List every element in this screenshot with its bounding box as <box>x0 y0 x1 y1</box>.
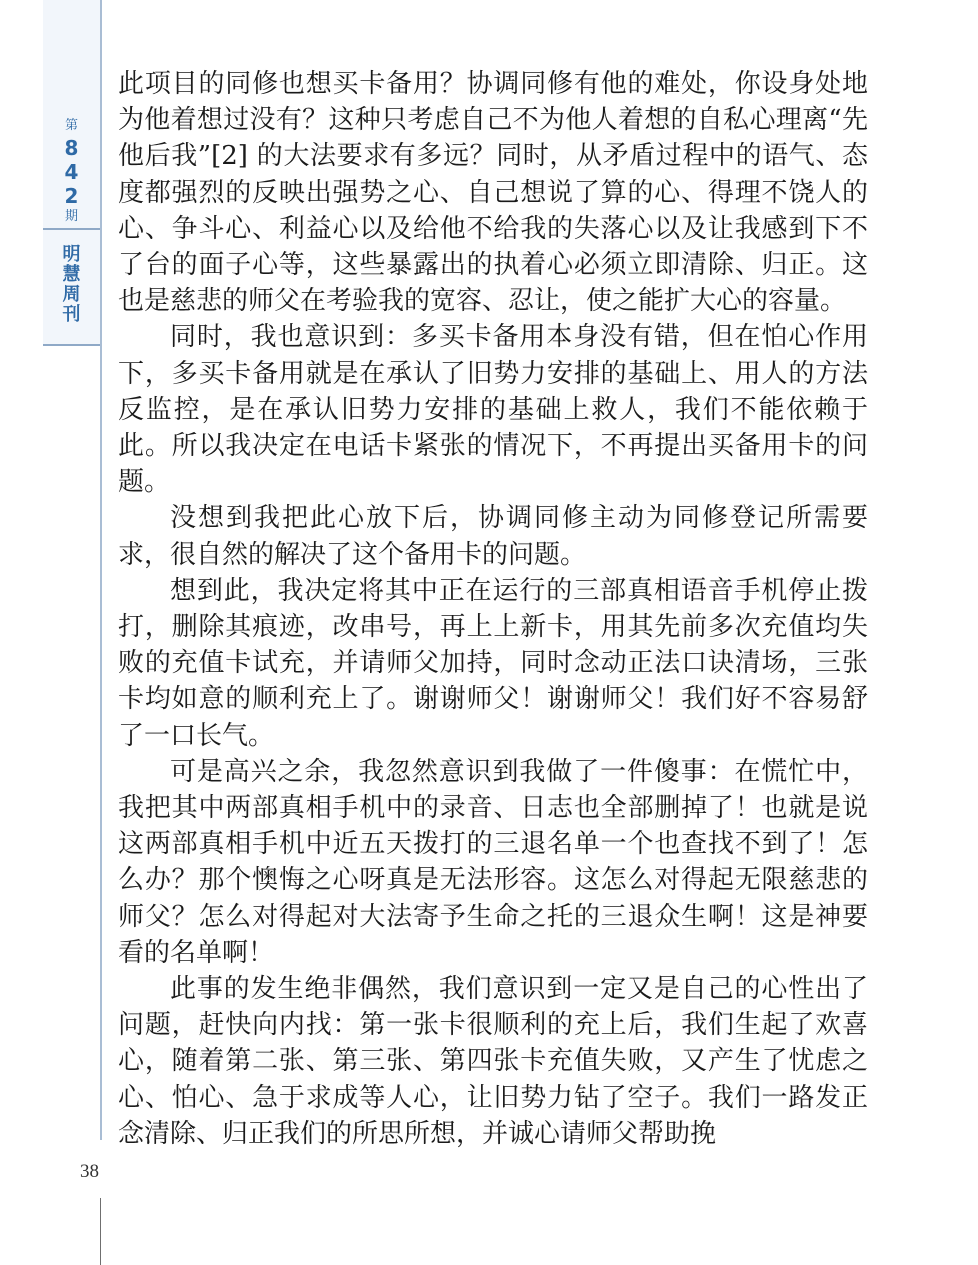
issue-digit: 4 <box>64 160 79 184</box>
paragraph: 此项目的同修也想买卡备用？协调同修有他的难处，你设身处地为他着想过没有？这种只考虑自己不为他人着想的自私心理离“先他后我”[2] 的大法要求有多远？同时，从矛盾过程中的语气、态度都强烈的反映出强势之心、自己想说了算的心、得理不饶人的心、争斗心、利益心以及给他不给我的失落心以及让我感到下不了台的面子心等，这些暴露出的执着心必须立即清除、归正。这也是慈悲的师父在考验我的宽容、忍让，使之能扩大心的容量。 <box>118 69 868 317</box>
paragraph: 没想到我把此心放下后，协调同修主动为同修登记所需要求，很自然的解决了这个备用卡的问题。 <box>118 503 868 570</box>
issue-prefix: 第 <box>64 118 78 133</box>
margin-rule-top <box>100 0 102 1140</box>
brand-char: 刊 <box>62 304 81 325</box>
sidebar-divider <box>43 228 100 230</box>
issue-digit: 2 <box>64 184 79 208</box>
article-body <box>118 66 868 1152</box>
sidebar-bottom-rule <box>43 344 100 346</box>
issue-digit: 8 <box>64 136 79 160</box>
brand-char: 明 <box>62 244 81 265</box>
paragraph: 此事的发生绝非偶然，我们意识到一定又是自己的心性出了问题，赶快向内找：第一张卡很顺利的充上后，我们生起了欢喜心，随着第二张、第三张、第四张卡充值失败，又产生了忧虑之心、怕心、急于求成等人心，让旧势力钻了空子。我们一路发正念清除、归正我们的所思所想，并诚心请师父帮助挽 <box>118 974 868 1149</box>
brand-char: 周 <box>62 284 81 305</box>
brand-title <box>43 245 100 325</box>
brand-char: 慧 <box>62 264 81 285</box>
page-number: 38 <box>80 1161 99 1182</box>
issue-suffix: 期 <box>64 209 78 224</box>
margin-rule-bottom <box>100 1198 101 1265</box>
paragraph: 同时，我也意识到：多买卡备用本身没有错，但在怕心作用下，多买卡备用就是在承认了旧势力安排的基础上、用人的方法反监控，是在承认旧势力安排的基础上救人，我们不能依赖于此。所以我决定在电话卡紧张的情况下，不再提出买备用卡的问题。 <box>118 322 868 498</box>
issue-number <box>43 136 100 208</box>
paragraph: 想到此，我决定将其中正在运行的三部真相语音手机停止拨打，删除其痕迹，改串号，再上上新卡，用其先前多次充值均失败的充值卡试充，并请师父加持，同时念动正法口诀清场，三张卡均如意的顺利充上了。谢谢师父！谢谢师父！我们好不容易舒了一口长气。 <box>118 575 868 751</box>
paragraph: 可是高兴之余，我忽然意识到我做了一件傻事：在慌忙中，我把其中两部真相手机中的录音、日志也全部删掉了！也就是说这两部真相手机中近五天拨打的三退名单一个也查找不到了！怎么办？那个懊悔之心呀真是无法形容。这怎么对得起无限慈悲的师父？怎么对得起对大法寄予生命之托的三退众生啊！这是神要看的名单啊！ <box>118 756 868 968</box>
